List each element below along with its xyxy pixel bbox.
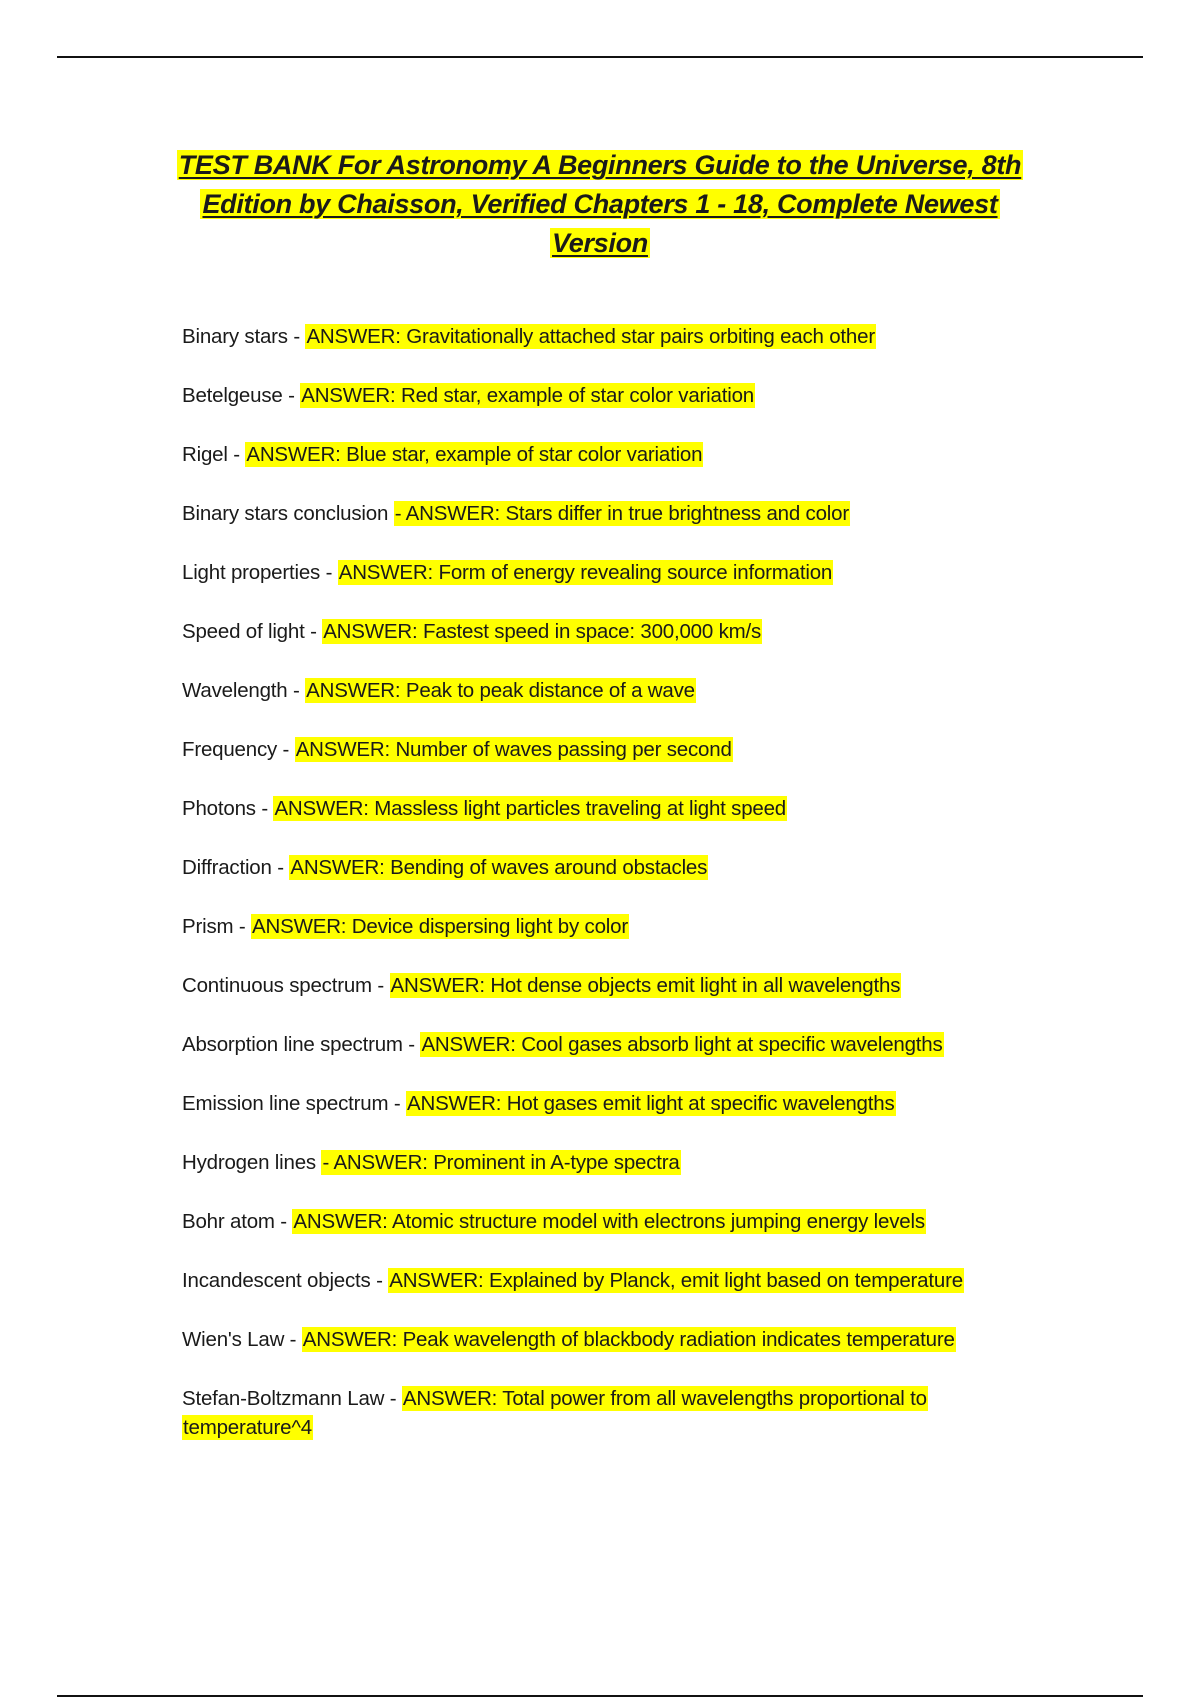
separator: - <box>271 856 290 879</box>
term: Incandescent objects <box>182 1269 371 1292</box>
answer: - ANSWER: Stars differ in true brightness and color <box>394 502 849 525</box>
term: Stefan-Boltzmann Law <box>182 1387 385 1410</box>
answer: ANSWER: Device dispersing light by color <box>252 915 628 938</box>
list-item <box>182 971 1022 1000</box>
term: Betelgeuse <box>182 384 283 407</box>
term: Rigel <box>182 443 228 466</box>
list-item <box>182 558 1022 587</box>
answer: - ANSWER: Prominent in A-type spectra <box>322 1151 680 1174</box>
term: Hydrogen lines <box>182 1151 316 1174</box>
separator: - <box>284 1328 302 1351</box>
term: Wavelength <box>182 679 288 702</box>
list-item <box>182 676 1022 705</box>
separator: - <box>227 443 246 466</box>
term: Wien's Law <box>182 1328 285 1351</box>
answer: ANSWER: Massless light particles traveling at light speed <box>274 797 787 820</box>
separator: - <box>287 679 306 702</box>
term: Continuous spectrum <box>182 974 372 997</box>
answer: ANSWER: Gravitationally attached star pairs orbiting each other <box>306 325 875 348</box>
term: Absorption line spectrum <box>182 1033 403 1056</box>
list-item <box>182 1148 1022 1177</box>
answer: ANSWER: Peak to peak distance of a wave <box>306 679 695 702</box>
list-item <box>182 912 1022 941</box>
separator: - <box>277 738 295 761</box>
list-item <box>182 735 1022 764</box>
separator: - <box>371 974 390 997</box>
term: Bohr atom <box>182 1210 275 1233</box>
answer: ANSWER: Fastest speed in space: 300,000 km/s <box>323 620 762 643</box>
list-item <box>182 1207 1022 1236</box>
answer: ANSWER: Hot dense objects emit light in all wavelengths <box>390 974 901 997</box>
separator: - <box>274 1210 293 1233</box>
separator: - <box>304 620 323 643</box>
list-item <box>182 1384 1022 1442</box>
document-title <box>160 146 1040 263</box>
term: Binary stars <box>182 325 288 348</box>
answer: ANSWER: Peak wavelength of blackbody radiation indicates temperature <box>302 1328 955 1351</box>
separator: - <box>384 1387 402 1410</box>
term: Photons <box>182 797 256 820</box>
term: Prism <box>182 915 234 938</box>
answer: ANSWER: Bending of waves around obstacles <box>290 856 708 879</box>
list-item <box>182 440 1022 469</box>
list-item <box>182 1266 1022 1295</box>
separator: - <box>388 1092 406 1115</box>
term: Diffraction <box>182 856 272 879</box>
answer: ANSWER: Blue star, example of star color variation <box>246 443 703 466</box>
answer: ANSWER: Explained by Planck, emit light based on temperature <box>389 1269 963 1292</box>
separator: - <box>370 1269 389 1292</box>
term: Speed of light <box>182 620 305 643</box>
list-item <box>182 617 1022 646</box>
separator: - <box>402 1033 421 1056</box>
term: Frequency <box>182 738 278 761</box>
answer: ANSWER: Atomic structure model with electrons jumping energy levels <box>293 1210 925 1233</box>
top-rule <box>57 56 1143 58</box>
list-item <box>182 499 1022 528</box>
answer: ANSWER: Number of waves passing per second <box>295 738 732 761</box>
list-item <box>182 794 1022 823</box>
separator: - <box>255 797 274 820</box>
answer: ANSWER: Cool gases absorb light at specific wavelengths <box>421 1033 943 1056</box>
list-item <box>182 1089 1022 1118</box>
answer: ANSWER: Hot gases emit light at specific wavelengths <box>407 1092 895 1115</box>
term: Emission line spectrum <box>182 1092 389 1115</box>
separator: - <box>282 384 301 407</box>
list-item <box>182 1030 1022 1059</box>
list-item <box>182 381 1022 410</box>
list-item <box>182 853 1022 882</box>
separator: - <box>233 915 252 938</box>
title-text: TEST BANK For Astronomy A Beginners Guide to the Universe, 8th Edition by Chaisson, Verified Chapters 1 - 18, Complete Newest Version <box>178 150 1022 258</box>
term: Binary stars conclusion <box>182 502 389 525</box>
separator <box>388 502 394 525</box>
term: Light properties <box>182 561 321 584</box>
separator: - <box>287 325 306 348</box>
qa-list <box>182 322 1022 1472</box>
answer: ANSWER: Total power from all wavelengths proportional to temperature^4 <box>183 1387 927 1439</box>
list-item <box>182 322 1022 351</box>
list-item <box>182 1325 1022 1354</box>
answer: ANSWER: Form of energy revealing source information <box>338 561 833 584</box>
separator: - <box>320 561 338 584</box>
bottom-rule <box>57 1695 1143 1697</box>
answer: ANSWER: Red star, example of star color variation <box>301 384 754 407</box>
